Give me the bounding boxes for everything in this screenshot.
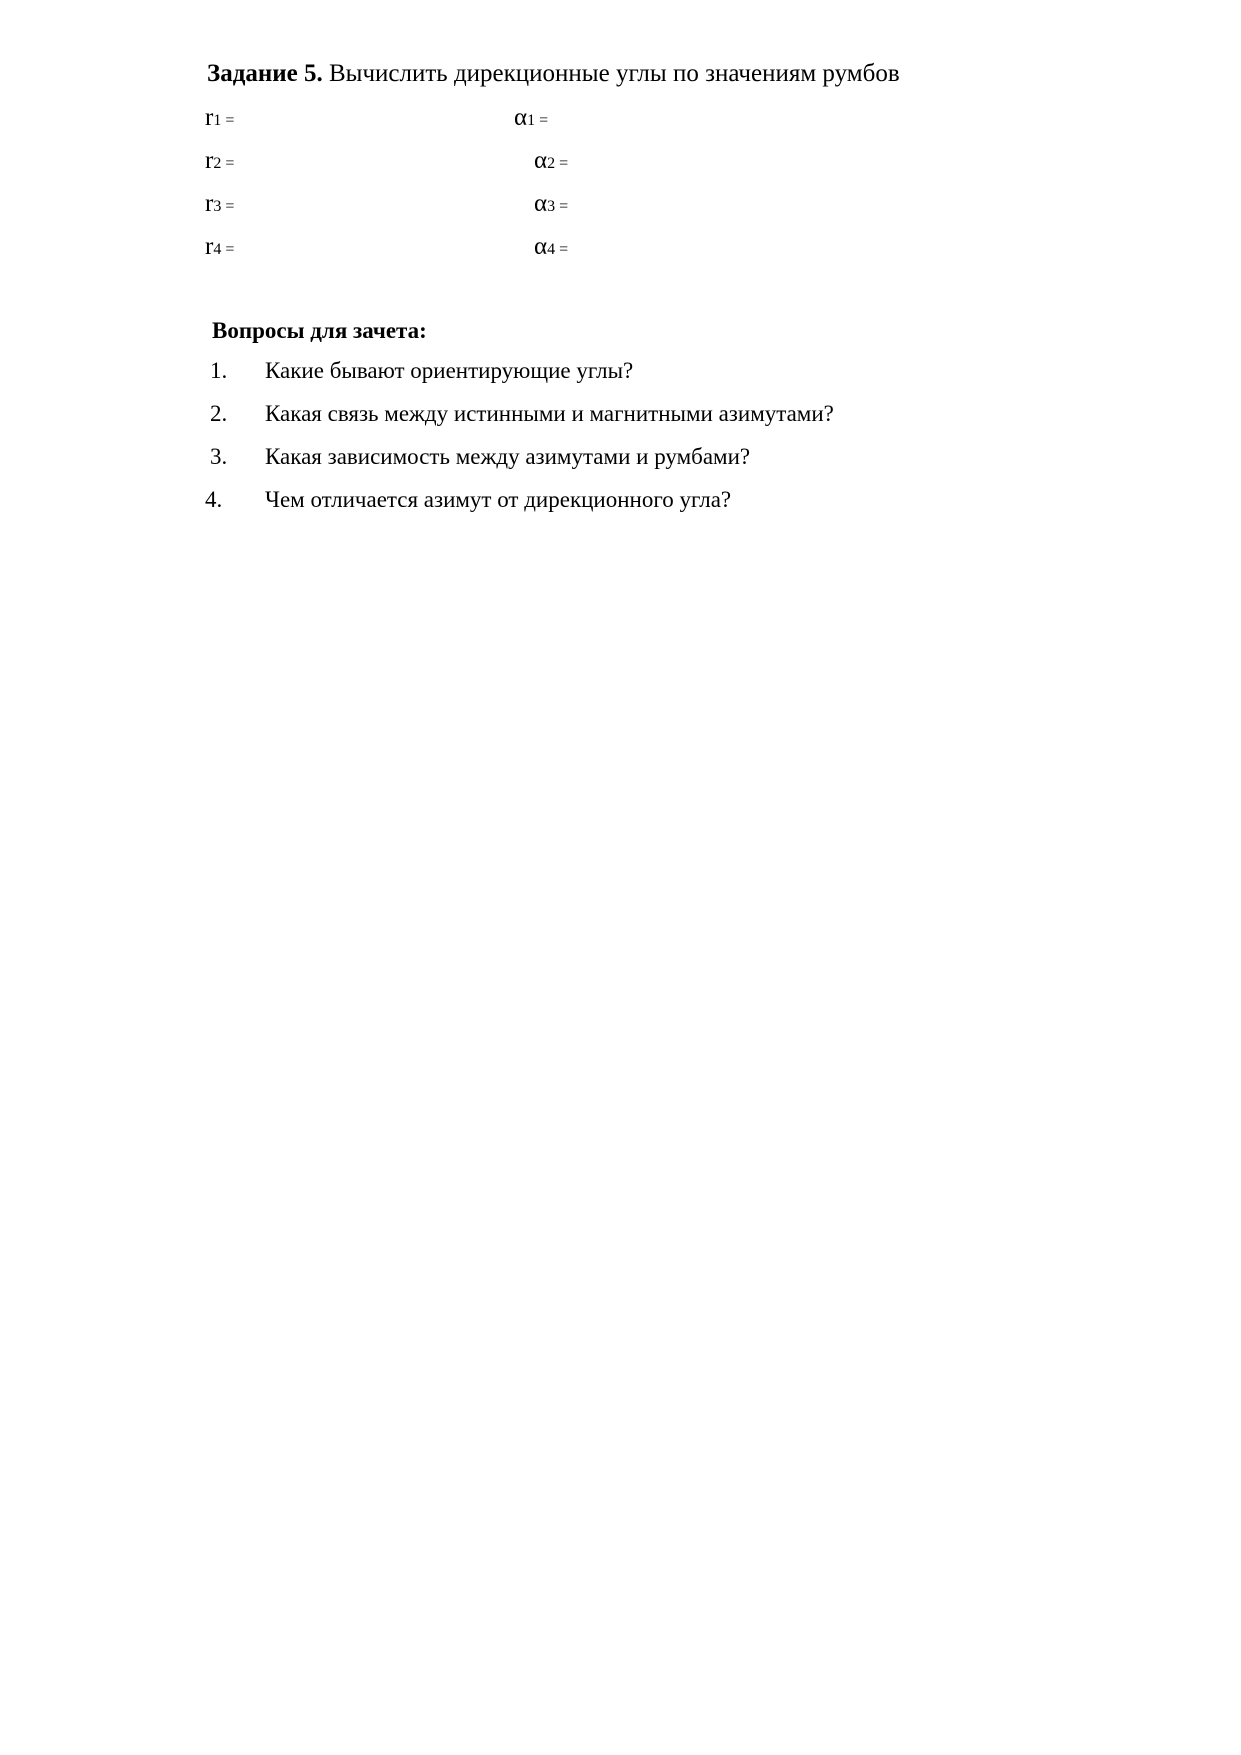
- task-heading: [207, 58, 900, 90]
- angle-symbol: α: [514, 104, 528, 131]
- bearing-row-2: [205, 146, 234, 179]
- angle-row-2: [534, 146, 568, 179]
- question-number: 2.: [210, 401, 228, 426]
- bearing-subscript: 3 =: [213, 198, 235, 215]
- bearing-symbol: r: [205, 233, 214, 260]
- question-text: Какая связь между истинными и магнитными азимутами?: [265, 401, 834, 426]
- angle-symbol: α: [534, 147, 548, 174]
- bearing-row-1: [205, 103, 234, 136]
- question-number: 1.: [210, 358, 228, 383]
- angle-symbol: α: [534, 233, 548, 260]
- bearing-subscript: 2 =: [213, 155, 235, 172]
- question-text: Какие бывают ориентирующие углы?: [265, 358, 634, 383]
- task-description: Вычислить дирекционные углы по значениям румбов: [322, 60, 900, 87]
- bearing-row-3: [205, 189, 234, 222]
- angle-row-3: [534, 189, 568, 222]
- bearing-symbol: r: [205, 147, 214, 174]
- question-text: Какая зависимость между азимутами и румбами?: [265, 444, 751, 469]
- angle-subscript: 4 =: [547, 241, 569, 258]
- bearing-row-4: [205, 232, 234, 265]
- bearing-subscript: 1 =: [213, 112, 235, 129]
- bearing-symbol: r: [205, 104, 214, 131]
- angle-subscript: 1 =: [527, 112, 549, 129]
- bearing-subscript: 4 =: [213, 241, 235, 258]
- angle-symbol: α: [534, 190, 548, 217]
- questions-title: Вопросы для зачета:: [212, 318, 427, 343]
- task-number: Задание 5.: [207, 60, 323, 87]
- angle-subscript: 2 =: [547, 155, 569, 172]
- bearing-symbol: r: [205, 190, 214, 217]
- angle-row-4: [534, 232, 568, 265]
- angle-row-1: [514, 103, 548, 136]
- question-text: Чем отличается азимут от дирекционного угла?: [265, 487, 732, 512]
- angle-subscript: 3 =: [547, 198, 569, 215]
- question-number: 4.: [205, 487, 223, 512]
- question-number: 3.: [210, 444, 228, 469]
